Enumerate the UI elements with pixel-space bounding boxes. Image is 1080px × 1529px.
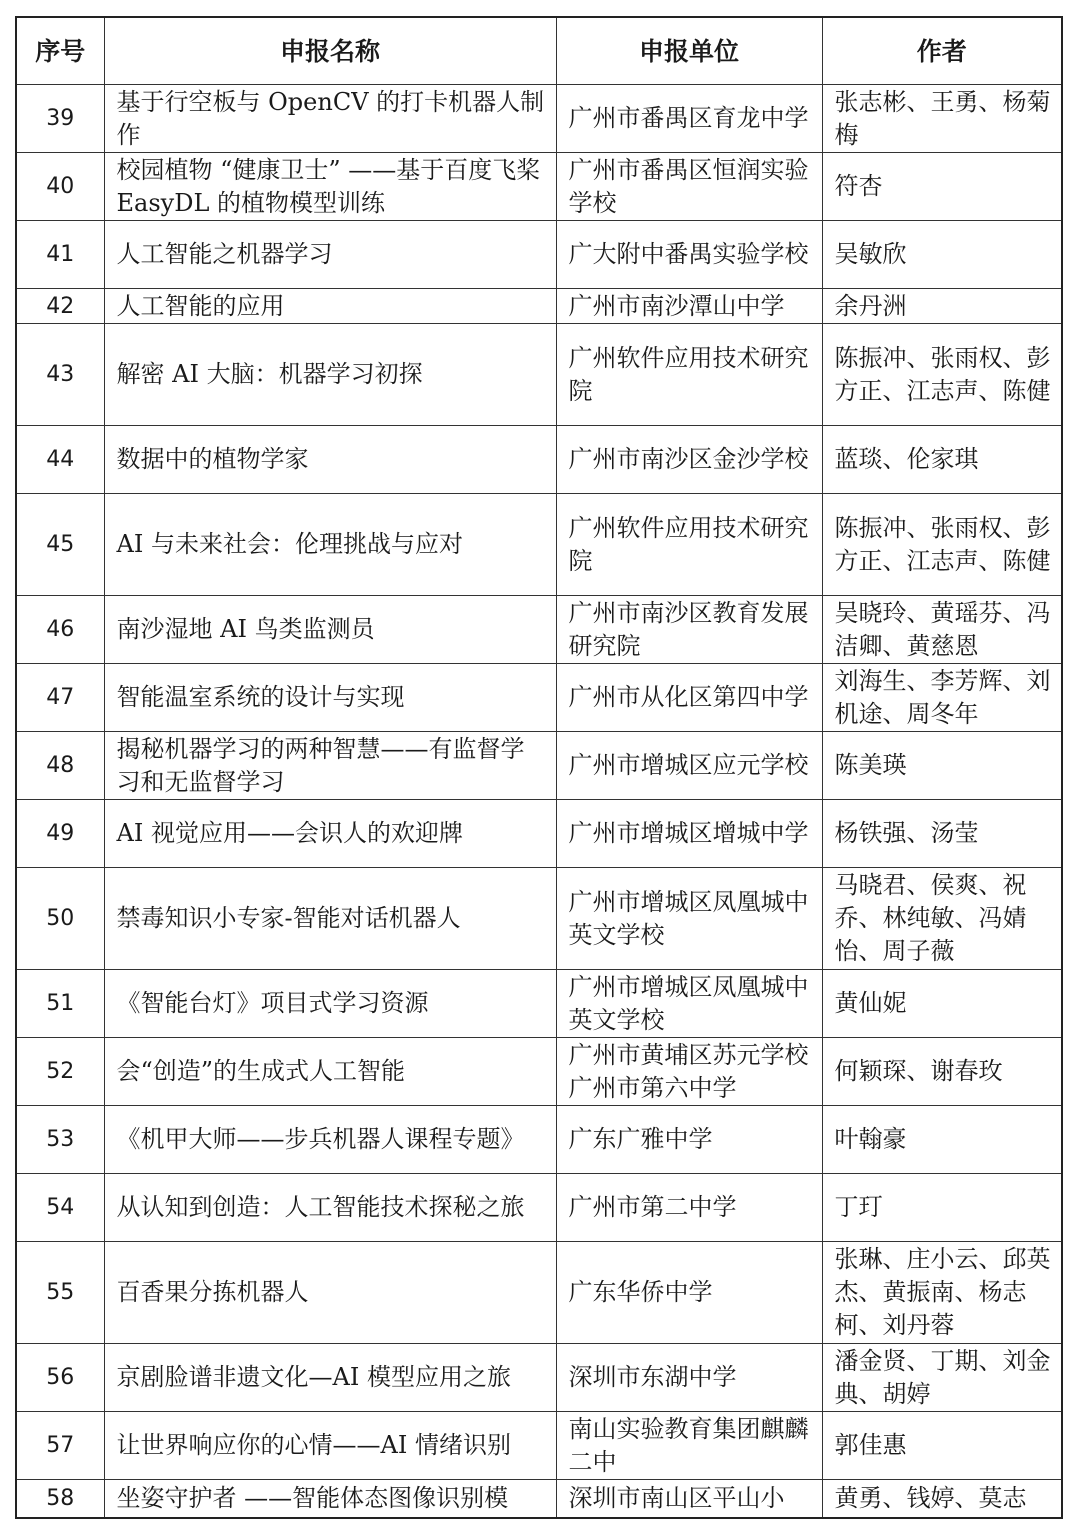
project-name: 揭秘机器学习的两种智慧——有监督学习和无监督学习: [104, 732, 556, 800]
authors: 叶翰豪: [822, 1106, 1062, 1174]
applicant-unit: 广州市南沙区教育发展研究院: [556, 596, 822, 664]
table-body: [16, 85, 1062, 1518]
row-number: 40: [16, 153, 104, 221]
applicant-unit: 广州市从化区第四中学: [556, 664, 822, 732]
project-name: 人工智能之机器学习: [104, 221, 556, 289]
project-name: 禁毒知识小专家-智能对话机器人: [104, 868, 556, 970]
applicant-unit: 广东华侨中学: [556, 1242, 822, 1344]
applicant-unit: 广州软件应用技术研究院: [556, 324, 822, 426]
applicant-unit: 广东广雅中学: [556, 1106, 822, 1174]
authors: 张志彬、王勇、杨菊梅: [822, 85, 1062, 153]
header-name: 申报名称: [104, 17, 556, 85]
project-name: 百香果分拣机器人: [104, 1242, 556, 1344]
table-header-row: [16, 17, 1062, 85]
applicant-unit: 广州市第二中学: [556, 1174, 822, 1242]
authors: 陈振冲、张雨权、彭方正、江志声、陈健: [822, 324, 1062, 426]
project-name: 《智能台灯》项目式学习资源: [104, 970, 556, 1038]
authors: 陈振冲、张雨权、彭方正、江志声、陈健: [822, 494, 1062, 596]
authors: 郭佳惠: [822, 1412, 1062, 1480]
applicant-unit: 深圳市南山区平山小: [556, 1480, 822, 1518]
table-row: [16, 1242, 1062, 1344]
header-no: 序号: [16, 17, 104, 85]
row-number: 44: [16, 426, 104, 494]
project-name: AI 视觉应用——会识人的欢迎牌: [104, 800, 556, 868]
table-row: [16, 1106, 1062, 1174]
applicant-unit: 广州市黄埔区苏元学校 广州市第六中学: [556, 1038, 822, 1106]
applicant-unit: 广州软件应用技术研究院: [556, 494, 822, 596]
table-row: [16, 1174, 1062, 1242]
table-row: [16, 324, 1062, 426]
authors: 黄仙妮: [822, 970, 1062, 1038]
table-row: [16, 596, 1062, 664]
row-number: 55: [16, 1242, 104, 1344]
table-row: [16, 85, 1062, 153]
applicant-unit: 广州市增城区凤凰城中英文学校: [556, 970, 822, 1038]
table-row: [16, 1412, 1062, 1480]
table-row: [16, 868, 1062, 970]
application-table: [15, 16, 1063, 1519]
authors: 张琳、庄小云、邱英杰、黄振南、杨志柯、刘丹蓉: [822, 1242, 1062, 1344]
authors: 吴敏欣: [822, 221, 1062, 289]
applicant-unit: 南山实验教育集团麒麟二中: [556, 1412, 822, 1480]
row-number: 57: [16, 1412, 104, 1480]
row-number: 39: [16, 85, 104, 153]
authors: 蓝琰、伦家琪: [822, 426, 1062, 494]
row-number: 41: [16, 221, 104, 289]
table-row: [16, 664, 1062, 732]
row-number: 56: [16, 1344, 104, 1412]
applicant-unit: 广大附中番禺实验学校: [556, 221, 822, 289]
table-row: [16, 494, 1062, 596]
applicant-unit: 广州市增城区凤凰城中英文学校: [556, 868, 822, 970]
table-row: [16, 221, 1062, 289]
header-unit: 申报单位: [556, 17, 822, 85]
table-row: [16, 800, 1062, 868]
row-number: 53: [16, 1106, 104, 1174]
row-number: 47: [16, 664, 104, 732]
applicant-unit: 广州市番禺区恒润实验学校: [556, 153, 822, 221]
authors: 黄勇、钱婷、莫志: [822, 1480, 1062, 1518]
project-name: 京剧脸谱非遗文化—AI 模型应用之旅: [104, 1344, 556, 1412]
authors: 何颖琛、谢春玫: [822, 1038, 1062, 1106]
authors: 余丹洲: [822, 289, 1062, 324]
project-name: AI 与未来社会：伦理挑战与应对: [104, 494, 556, 596]
project-name: 让世界响应你的心情——AI 情绪识别: [104, 1412, 556, 1480]
authors: 符杏: [822, 153, 1062, 221]
table-row: [16, 732, 1062, 800]
applicant-unit: 深圳市东湖中学: [556, 1344, 822, 1412]
applicant-unit: 广州市增城区应元学校: [556, 732, 822, 800]
project-name: 南沙湿地 AI 鸟类监测员: [104, 596, 556, 664]
applicant-unit: 广州市番禺区育龙中学: [556, 85, 822, 153]
project-name: 人工智能的应用: [104, 289, 556, 324]
row-number: 52: [16, 1038, 104, 1106]
table-row: [16, 426, 1062, 494]
project-name: 解密 AI 大脑：机器学习初探: [104, 324, 556, 426]
project-name: 数据中的植物学家: [104, 426, 556, 494]
row-number: 43: [16, 324, 104, 426]
project-name: 智能温室系统的设计与实现: [104, 664, 556, 732]
authors: 马晓君、侯爽、祝乔、林纯敏、冯婧怡、周子薇: [822, 868, 1062, 970]
project-name: 会“创造”的生成式人工智能: [104, 1038, 556, 1106]
table-row: [16, 1038, 1062, 1106]
row-number: 49: [16, 800, 104, 868]
row-number: 48: [16, 732, 104, 800]
table-row: [16, 1344, 1062, 1412]
applicant-unit: 广州市南沙潭山中学: [556, 289, 822, 324]
project-name: 坐姿守护者 ——智能体态图像识别模: [104, 1480, 556, 1518]
authors: 陈美瑛: [822, 732, 1062, 800]
project-name: 基于行空板与 OpenCV 的打卡机器人制作: [104, 85, 556, 153]
applicant-unit: 广州市南沙区金沙学校: [556, 426, 822, 494]
row-number: 45: [16, 494, 104, 596]
table-row: [16, 153, 1062, 221]
table-row: [16, 289, 1062, 324]
table-row: [16, 1480, 1062, 1518]
project-name: 校园植物 “健康卫士” ——基于百度飞桨 EasyDL 的植物模型训练: [104, 153, 556, 221]
row-number: 42: [16, 289, 104, 324]
project-name: 从认知到创造：人工智能技术探秘之旅: [104, 1174, 556, 1242]
row-number: 54: [16, 1174, 104, 1242]
header-author: 作者: [822, 17, 1062, 85]
row-number: 46: [16, 596, 104, 664]
authors: 丁玎: [822, 1174, 1062, 1242]
applicant-unit: 广州市增城区增城中学: [556, 800, 822, 868]
authors: 刘海生、李芳辉、刘机途、周冬年: [822, 664, 1062, 732]
project-name: 《机甲大师——步兵机器人课程专题》: [104, 1106, 556, 1174]
table-row: [16, 970, 1062, 1038]
authors: 潘金贤、丁期、刘金典、胡婷: [822, 1344, 1062, 1412]
row-number: 58: [16, 1480, 104, 1518]
row-number: 51: [16, 970, 104, 1038]
authors: 吴晓玲、黄瑶芬、冯洁卿、黄慈恩: [822, 596, 1062, 664]
authors: 杨铁强、汤莹: [822, 800, 1062, 868]
row-number: 50: [16, 868, 104, 970]
